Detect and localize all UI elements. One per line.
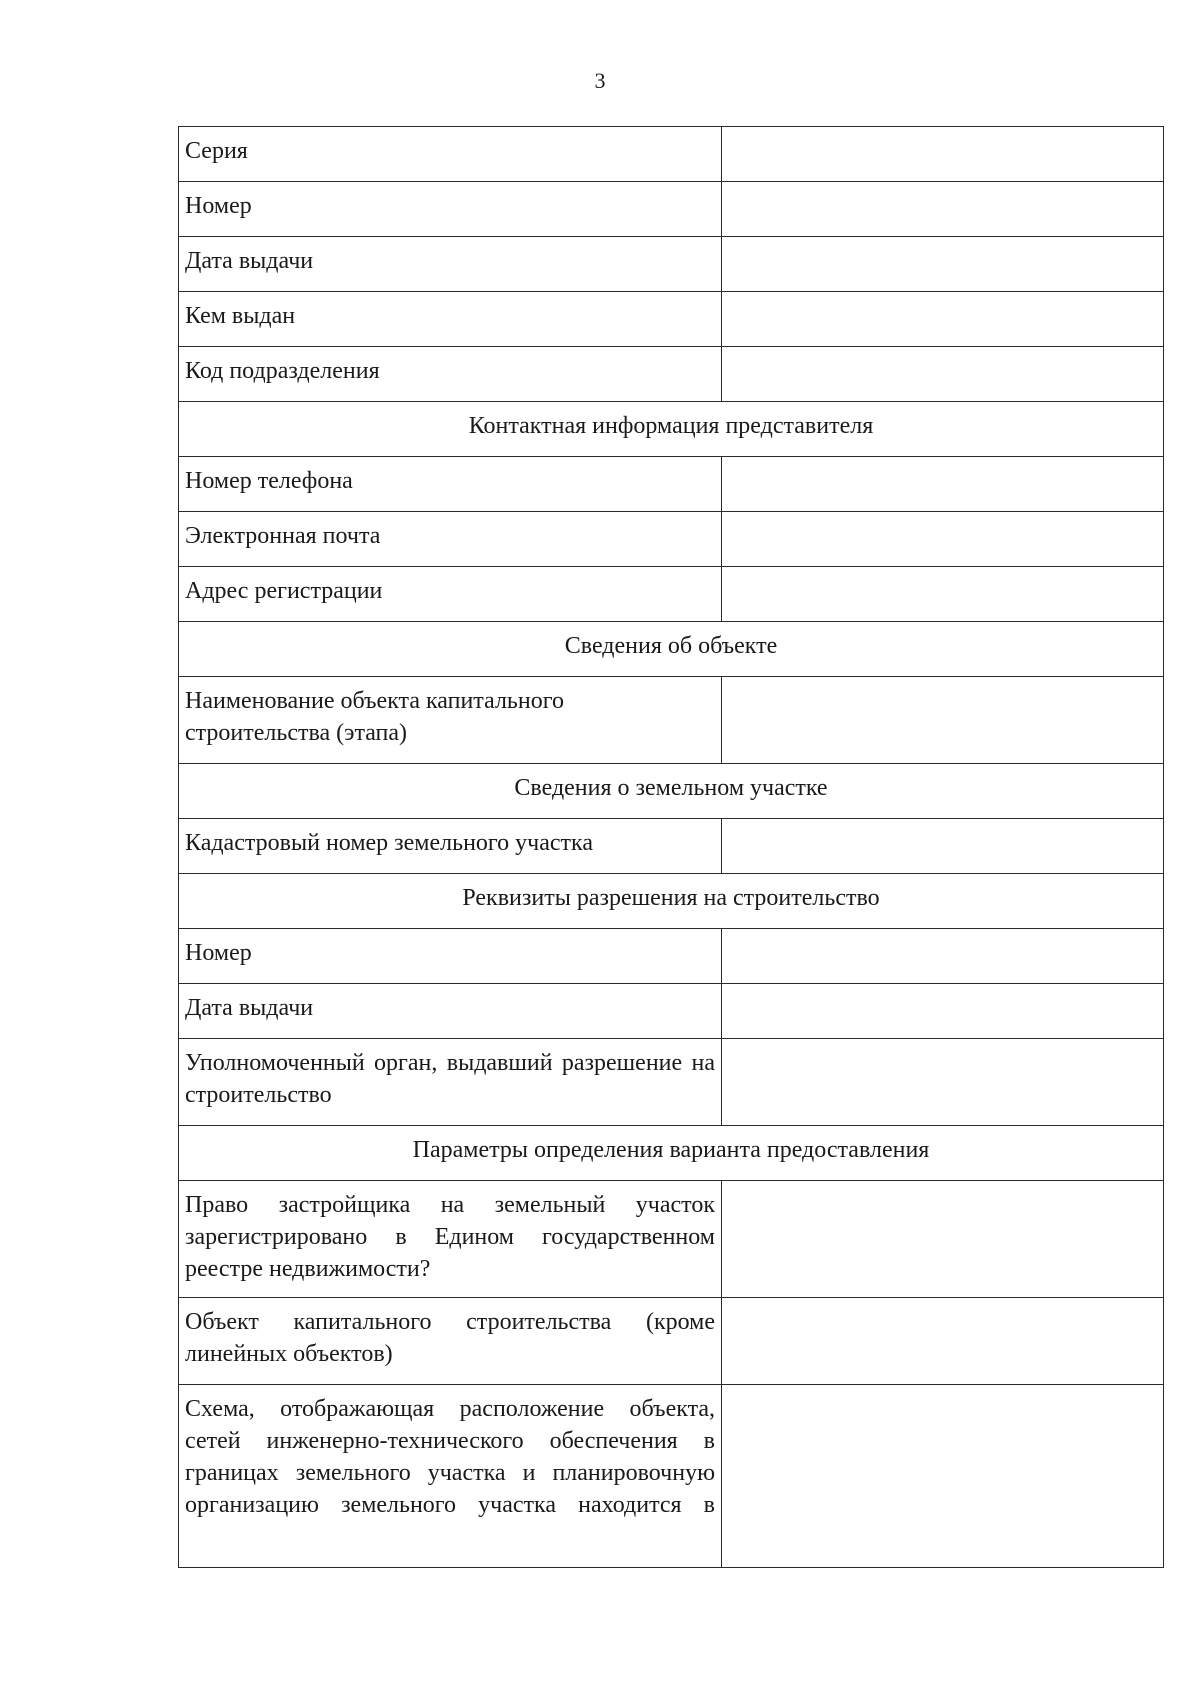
field-label-site-layout-scheme: Схема, отображающая расположение объекта, сетей инженерно-технического обеспечения в границах земельного участка и планировочную организацию земельного участка находится в — [179, 1385, 722, 1568]
section-heading-object-info: Сведения об объекте — [179, 622, 1164, 677]
section-heading-land-plot-info: Сведения о земельном участке — [179, 764, 1164, 819]
field-value-cadastral-number[interactable] — [722, 819, 1164, 874]
field-label-capital-construction-object: Объект капитального строительства (кроме линейных объектов) — [179, 1298, 722, 1385]
application-form-table — [178, 126, 1164, 1568]
field-label-permit-number: Номер — [179, 929, 722, 984]
table-row-permit-issue-date — [179, 984, 1164, 1039]
field-value-number[interactable] — [722, 182, 1164, 237]
field-label-number: Номер — [179, 182, 722, 237]
field-label-issue-date: Дата выдачи — [179, 237, 722, 292]
field-label-issuing-authority: Уполномоченный орган, выдавший разрешение на строительство — [179, 1039, 722, 1126]
table-row-registration-address — [179, 567, 1164, 622]
field-value-permit-issue-date[interactable] — [722, 984, 1164, 1039]
section-heading-variant-parameters: Параметры определения варианта предоставления — [179, 1126, 1164, 1181]
table-row-site-layout-scheme — [179, 1385, 1164, 1568]
field-label-object-name: Наименование объекта капитального строительства (этапа) — [179, 677, 722, 764]
table-row-series — [179, 127, 1164, 182]
field-label-registration-address: Адрес регистрации — [179, 567, 722, 622]
field-label-developer-right-registered: Право застройщика на земельный участок зарегистрировано в Едином государственном реестре недвижимости? — [179, 1181, 722, 1298]
field-label-department-code: Код подразделения — [179, 347, 722, 402]
field-value-site-layout-scheme[interactable] — [722, 1385, 1164, 1568]
table-row-issued-by — [179, 292, 1164, 347]
table-row-capital-construction-object — [179, 1298, 1164, 1385]
section-row-representative-contacts — [179, 402, 1164, 457]
field-value-permit-number[interactable] — [722, 929, 1164, 984]
table-row-issue-date — [179, 237, 1164, 292]
field-value-registration-address[interactable] — [722, 567, 1164, 622]
page-number: 3 — [594, 68, 606, 93]
field-value-issue-date[interactable] — [722, 237, 1164, 292]
field-label-permit-issue-date: Дата выдачи — [179, 984, 722, 1039]
field-value-issuing-authority[interactable] — [722, 1039, 1164, 1126]
section-heading-representative-contacts: Контактная информация представителя — [179, 402, 1164, 457]
section-row-variant-parameters — [179, 1126, 1164, 1181]
table-row-developer-right-registered — [179, 1181, 1164, 1298]
field-value-department-code[interactable] — [722, 347, 1164, 402]
table-row-department-code — [179, 347, 1164, 402]
field-value-series[interactable] — [722, 127, 1164, 182]
section-row-object-info — [179, 622, 1164, 677]
table-row-email — [179, 512, 1164, 567]
field-value-issued-by[interactable] — [722, 292, 1164, 347]
field-label-phone: Номер телефона — [179, 457, 722, 512]
field-label-email: Электронная почта — [179, 512, 722, 567]
table-row-number — [179, 182, 1164, 237]
field-label-issued-by: Кем выдан — [179, 292, 722, 347]
field-value-email[interactable] — [722, 512, 1164, 567]
field-value-capital-construction-object[interactable] — [722, 1298, 1164, 1385]
field-value-object-name[interactable] — [722, 677, 1164, 764]
table-row-permit-number — [179, 929, 1164, 984]
section-heading-permit-details: Реквизиты разрешения на строительство — [179, 874, 1164, 929]
table-row-issuing-authority — [179, 1039, 1164, 1126]
table-row-phone — [179, 457, 1164, 512]
field-value-developer-right-registered[interactable] — [722, 1181, 1164, 1298]
field-value-phone[interactable] — [722, 457, 1164, 512]
table-row-object-name — [179, 677, 1164, 764]
table-row-cadastral-number — [179, 819, 1164, 874]
field-label-cadastral-number: Кадастровый номер земельного участка — [179, 819, 722, 874]
field-label-series: Серия — [179, 127, 722, 182]
section-row-land-plot-info — [179, 764, 1164, 819]
section-row-permit-details — [179, 874, 1164, 929]
